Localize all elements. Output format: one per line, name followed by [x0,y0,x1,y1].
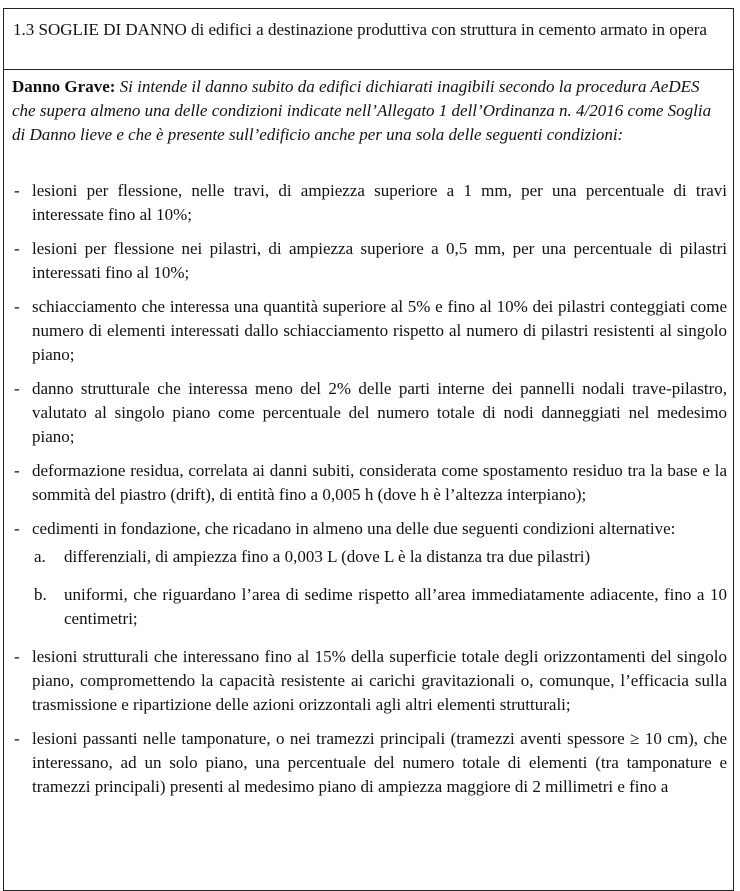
condition-text: lesioni passanti nelle tamponature, o nei tramezzi principali (tramezzi aventi spessore ≥ 10 cm), che interessano, ad un solo piano, una percentuale del numero totale di elementi (tra tamponature e tramezzi principali) presenti al medesimo piano di ampiezza maggiore di 2 millimetri e fino a [32,729,727,796]
section-title: 1.3 SOGLIE DI DANNO di edifici a destinazione produttiva con struttura in cemento armato in opera [4,9,733,70]
condition-text: schiacciamento che interessa una quantità superiore al 5% e fino al 10% dei pilastri conteggiati come numero di elementi interessati dallo schiacciamento rispetto al numero di pilastri resistenti al singolo piano; [32,297,727,364]
condition-text: cedimenti in fondazione, che ricadano in almeno una delle due seguenti condizioni alternative: [32,519,676,538]
sub-conditions-list [32,545,727,631]
blank-line [12,147,727,179]
condition-text: danno strutturale che interessa meno del 2% delle parti interne dei pannelli nodali trave-pilastro, valutato al singolo piano come percentuale del numero totale di nodi danneggiati nel medesimo piano; [32,379,727,446]
condition-text: lesioni per flessione nei pilastri, di ampiezza superiore a 0,5 mm, per una percentuale di pilastri interessati fino al 10%; [32,239,727,282]
condition-text: lesioni per flessione, nelle travi, di ampiezza superiore a 1 mm, per una percentuale di travi interessate fino al 10%; [32,181,727,224]
intro-paragraph [12,75,727,147]
condition-text: lesioni strutturali che interessano fino al 15% della superficie totale degli orizzontamenti del singolo piano, compromettendo la capacità resistente ai carichi gravitazionali o, comunque, l’efficacia sulla trasmissione e ripartizione delle azioni orizzontali agli altri elementi strutturali; [32,647,727,714]
sub-marker: b. [34,585,47,604]
intro-label: Danno Grave: [12,77,116,96]
dash-marker: - [14,729,20,748]
dash-marker: - [14,519,20,538]
list-item [12,727,727,799]
conditions-list [12,179,727,799]
dash-marker: - [14,379,20,398]
list-item [12,517,727,631]
list-item [12,237,727,285]
dash-marker: - [14,239,20,258]
list-item [12,645,727,717]
list-item [12,295,727,367]
list-item [12,179,727,227]
dash-marker: - [14,181,20,200]
dash-marker: - [14,647,20,666]
sub-condition-text: differenziali, di ampiezza fino a 0,003 L (dove L è la distanza tra due pilastri) [64,547,591,566]
condition-text: deformazione residua, correlata ai danni subiti, considerata come spostamento residuo tra la base e la sommità del piastro (drift), di entità fino a 0,005 h (dove h è l’altezza interpiano); [32,461,727,504]
sub-list-item [32,545,727,569]
sub-marker: a. [34,547,46,566]
dash-marker: - [14,461,20,480]
list-item [12,377,727,449]
dash-marker: - [14,297,20,316]
list-item [12,459,727,507]
document-table [3,8,734,891]
sub-list-item [32,583,727,631]
intro-text: Si intende il danno subito da edifici dichiarati inagibili secondo la procedura AeDES che supera almeno una delle condizioni indicate nell’Allegato 1 dell’Ordinanza n. 4/2016 come Soglia di Danno lieve e che è presente sull’edificio anche per una sola delle seguenti condizioni: [12,77,712,144]
sub-condition-text: uniformi, che riguardano l’area di sedime rispetto all’area immediatamente adiacente, fino a 10 centimetri; [64,585,727,628]
table-body-cell [4,70,733,890]
